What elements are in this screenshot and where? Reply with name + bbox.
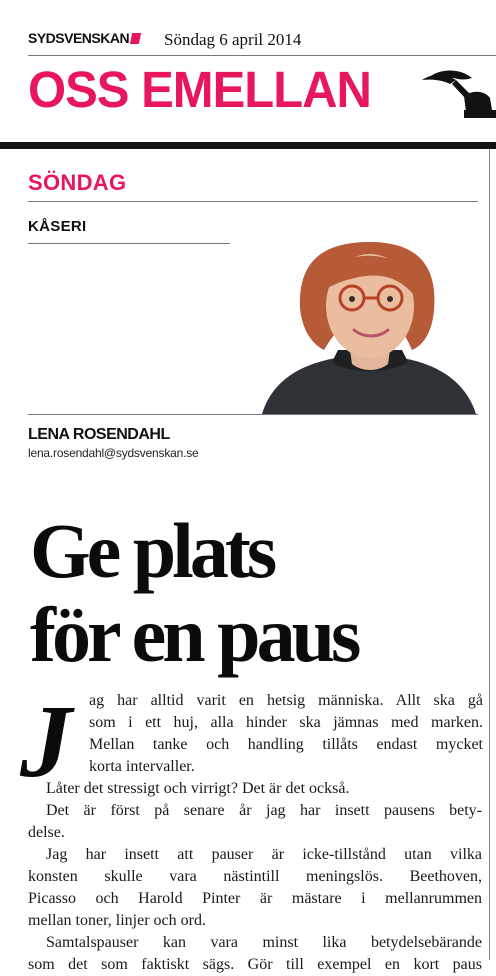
newspaper-logo: SYDSVENSKAN [28,30,140,46]
body-line: Picasso och Harold Pinter är mästare i mellanrummen [28,890,482,907]
body-line: mellan toner, linjer och ord. [28,912,206,929]
body-line: korta intervaller. [89,758,195,775]
column-rule [489,149,490,960]
drop-cap: J [20,684,72,799]
body-line: Mellan tanke och handling tillåts endast mycket [89,736,483,753]
body-line: ag har alltid varit en hetsig människa. Allt ska gå [89,692,483,709]
body-line: delse. [28,824,65,841]
body-line: Samtalspauser kan vara minst lika betydelsebärande [46,934,482,951]
author-email: lena.rosendahl@sydsvenskan.se [28,446,199,460]
headline-line-2: för en paus [30,591,358,678]
body-line: som i ett huj, alla hinder ska jämnas med marken. [89,714,483,731]
headline-line-1: Ge plats [30,507,274,594]
publication-date: Söndag 6 april 2014 [164,30,302,49]
photo-divider [28,414,478,415]
body-line: konsten skulle vara nästintill meningslös. Beethoven, [28,868,482,885]
body-line: Jag har insett att pauser är icke-tillstånd utan vilka [46,846,482,863]
body-line: Låter det stressigt och virrigt? Det är det också. [46,780,350,797]
author-name: LENA ROSENDAHL [28,426,170,443]
body-line: Det är först på senare år jag har insett pausens bety- [46,802,482,819]
day-divider [28,201,478,202]
body-line: som det som faktiskt sägs. Gör till exempel en kort paus [28,956,482,973]
kind-divider [28,243,230,244]
section-title: OSS EMELLAN [28,61,371,119]
author-photo [262,240,476,414]
article-kind: KÅSERI [28,218,87,235]
section-divider [0,142,496,149]
masthead-divider [28,55,496,56]
quill-icon [420,66,496,120]
section-day: SÖNDAG [28,170,127,195]
